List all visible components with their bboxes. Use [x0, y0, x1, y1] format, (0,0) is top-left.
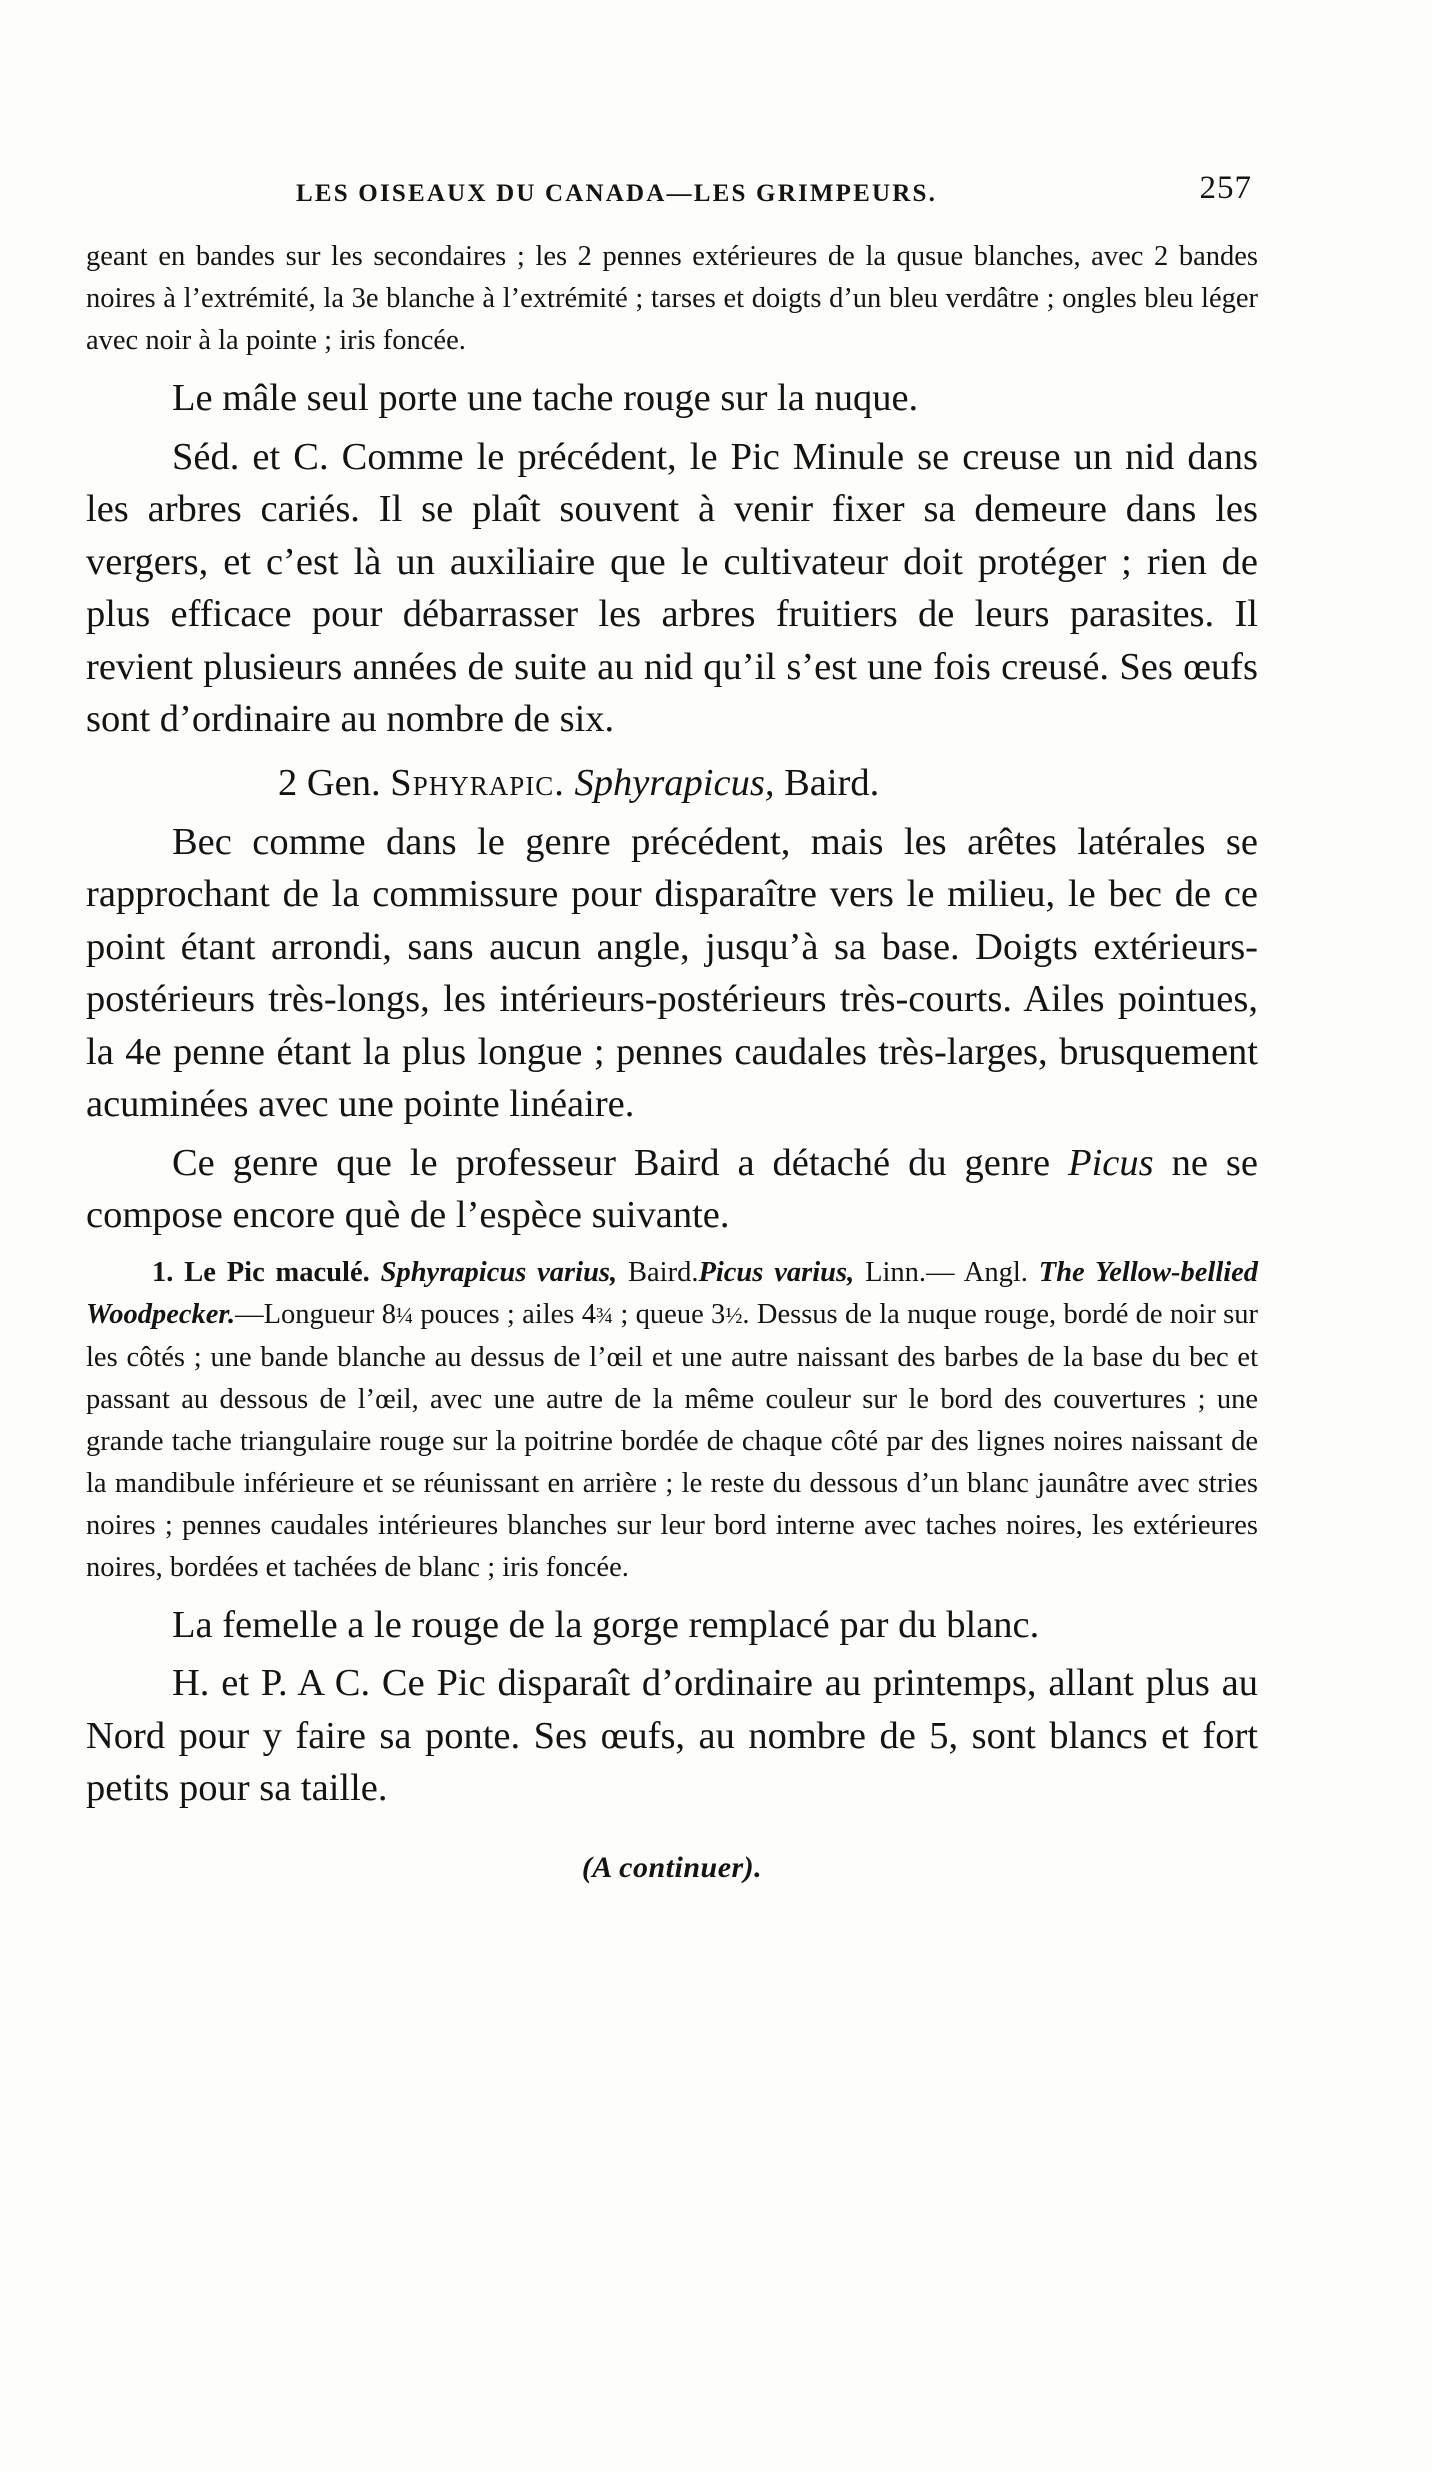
genus-author: Baird. — [784, 761, 880, 804]
genus-description: Bec comme dans le genre précédent, mais les arêtes latérales se rapprochant de la commissure pour disparaître vers le milieu, le bec de ce point étant arrondi, sans aucun angle, jusqu’à sa base. Doigts extérieurs-postérieurs très-longs, les intérieurs-postérieurs très-courts. Ailes pointues, la 4e penne étant la plus longue ; pennes caudales très-larges, brusquement acuminées avec une pointe linéaire. — [86, 820, 1258, 1125]
male-note: Le mâle seul porte une tache rouge sur la nuque. — [172, 377, 919, 419]
species-number: 1. — [152, 1256, 174, 1288]
genus-note-start: Ce genre que le professeur Baird a détaché du genre — [172, 1141, 1051, 1184]
species-desc-a: —Longueur 8 — [235, 1298, 396, 1330]
page-number: 257 — [1199, 170, 1252, 206]
running-title: LES OISEAUX DU CANADA—LES GRIMPEURS. — [296, 180, 938, 207]
genus-latin: Sphyrapicus, — [574, 761, 775, 804]
genus-name: Sphyrapic. — [390, 761, 565, 804]
habits-paragraph: Séd. et C. Comme le précédent, le Pic Minule se creuse un nid dans les arbres cariés. Il se plaît souvent à venir fixer sa demeure dans les vergers, et c’est là un auxiliaire que le cultivateur doit protéger ; rien de plus efficace pour débarrasser les arbres fruitiers de leurs parasites. Il revient plusieurs années de suite au nid qu’il s’est une fois creusé. Ses œufs sont d’ordinaire au nombre de six. — [86, 435, 1258, 740]
female-note: La femelle a le rouge de la gorge remplacé par du blanc. — [172, 1603, 1040, 1646]
species-latin-2: Picus varius, — [698, 1256, 855, 1288]
genus-label: Gen. — [306, 761, 381, 804]
species-latin-1: Sphyrapicus varius, — [380, 1256, 618, 1288]
continued-note: (A continuer). — [581, 1850, 763, 1884]
genus-number: 2 — [278, 761, 298, 804]
species-desc-c: ; queue 3 — [613, 1298, 726, 1330]
genus-note-end: ne se compose encore què de l’espèce suivante. — [86, 1141, 1259, 1236]
species-name: Le Pic maculé. — [184, 1256, 370, 1288]
species-author-1: Baird. — [628, 1256, 699, 1288]
running-head — [86, 162, 1258, 222]
species-length-fraction: ¼ — [395, 1302, 414, 1328]
species-entry — [86, 1252, 1258, 1589]
species-desc-d: . Dessus de la nuque rouge, bordé de noir sur les côtés ; une bande blanche au dessus de l’œil et une autre naissant des barbes de la base du bec et passant au dessous de l’œil, avec une autre de la même couleur sur le bord des couvertures ; une grande tache triangulaire rouge sur la poitrine bordée de chaque côté par des lignes noires naissant de la mandibule inférieure et se réunissant en arrière ; le reste du dessous d’un blanc jaunâtre avec stries noires ; pennes caudales intérieures blanches sur leur bord interne avec taches noires, les extérieures noires, bordées et tachées de blanc ; iris foncée. — [86, 1298, 1258, 1583]
range-paragraph: H. et P. A C. Ce Pic disparaît d’ordinaire au printemps, allant plus au Nord pour y faire sa ponte. Ses œufs, au nombre de 5, sont blancs et fort petits pour sa taille. — [86, 1662, 1258, 1809]
species-wing-fraction: ¾ — [595, 1302, 614, 1328]
page — [86, 162, 1258, 1885]
species-desc-b: pouces ; ailes 4 — [413, 1298, 596, 1330]
genus-heading — [86, 756, 1258, 810]
species-angl: Angl. — [963, 1256, 1028, 1288]
genus-note — [86, 1137, 1258, 1242]
genus-note-latin: Picus — [1068, 1141, 1154, 1184]
species-english-name: The Yellow-bellied Woodpecker. — [86, 1256, 1259, 1330]
description-continuation: geant en bandes sur les secondaires ; les 2 pennes extérieures de la qusue blanches, avec 2 bandes noires à l’extrémité, la 3e blanche à l’extrémité ; tarses et doigts d’un bleu verdâtre ; ongles bleu léger avec noir à la pointe ; iris foncée. — [86, 241, 1258, 356]
species-author-2: Linn.— — [865, 1256, 955, 1288]
species-tail-fraction: ½ — [725, 1302, 743, 1328]
